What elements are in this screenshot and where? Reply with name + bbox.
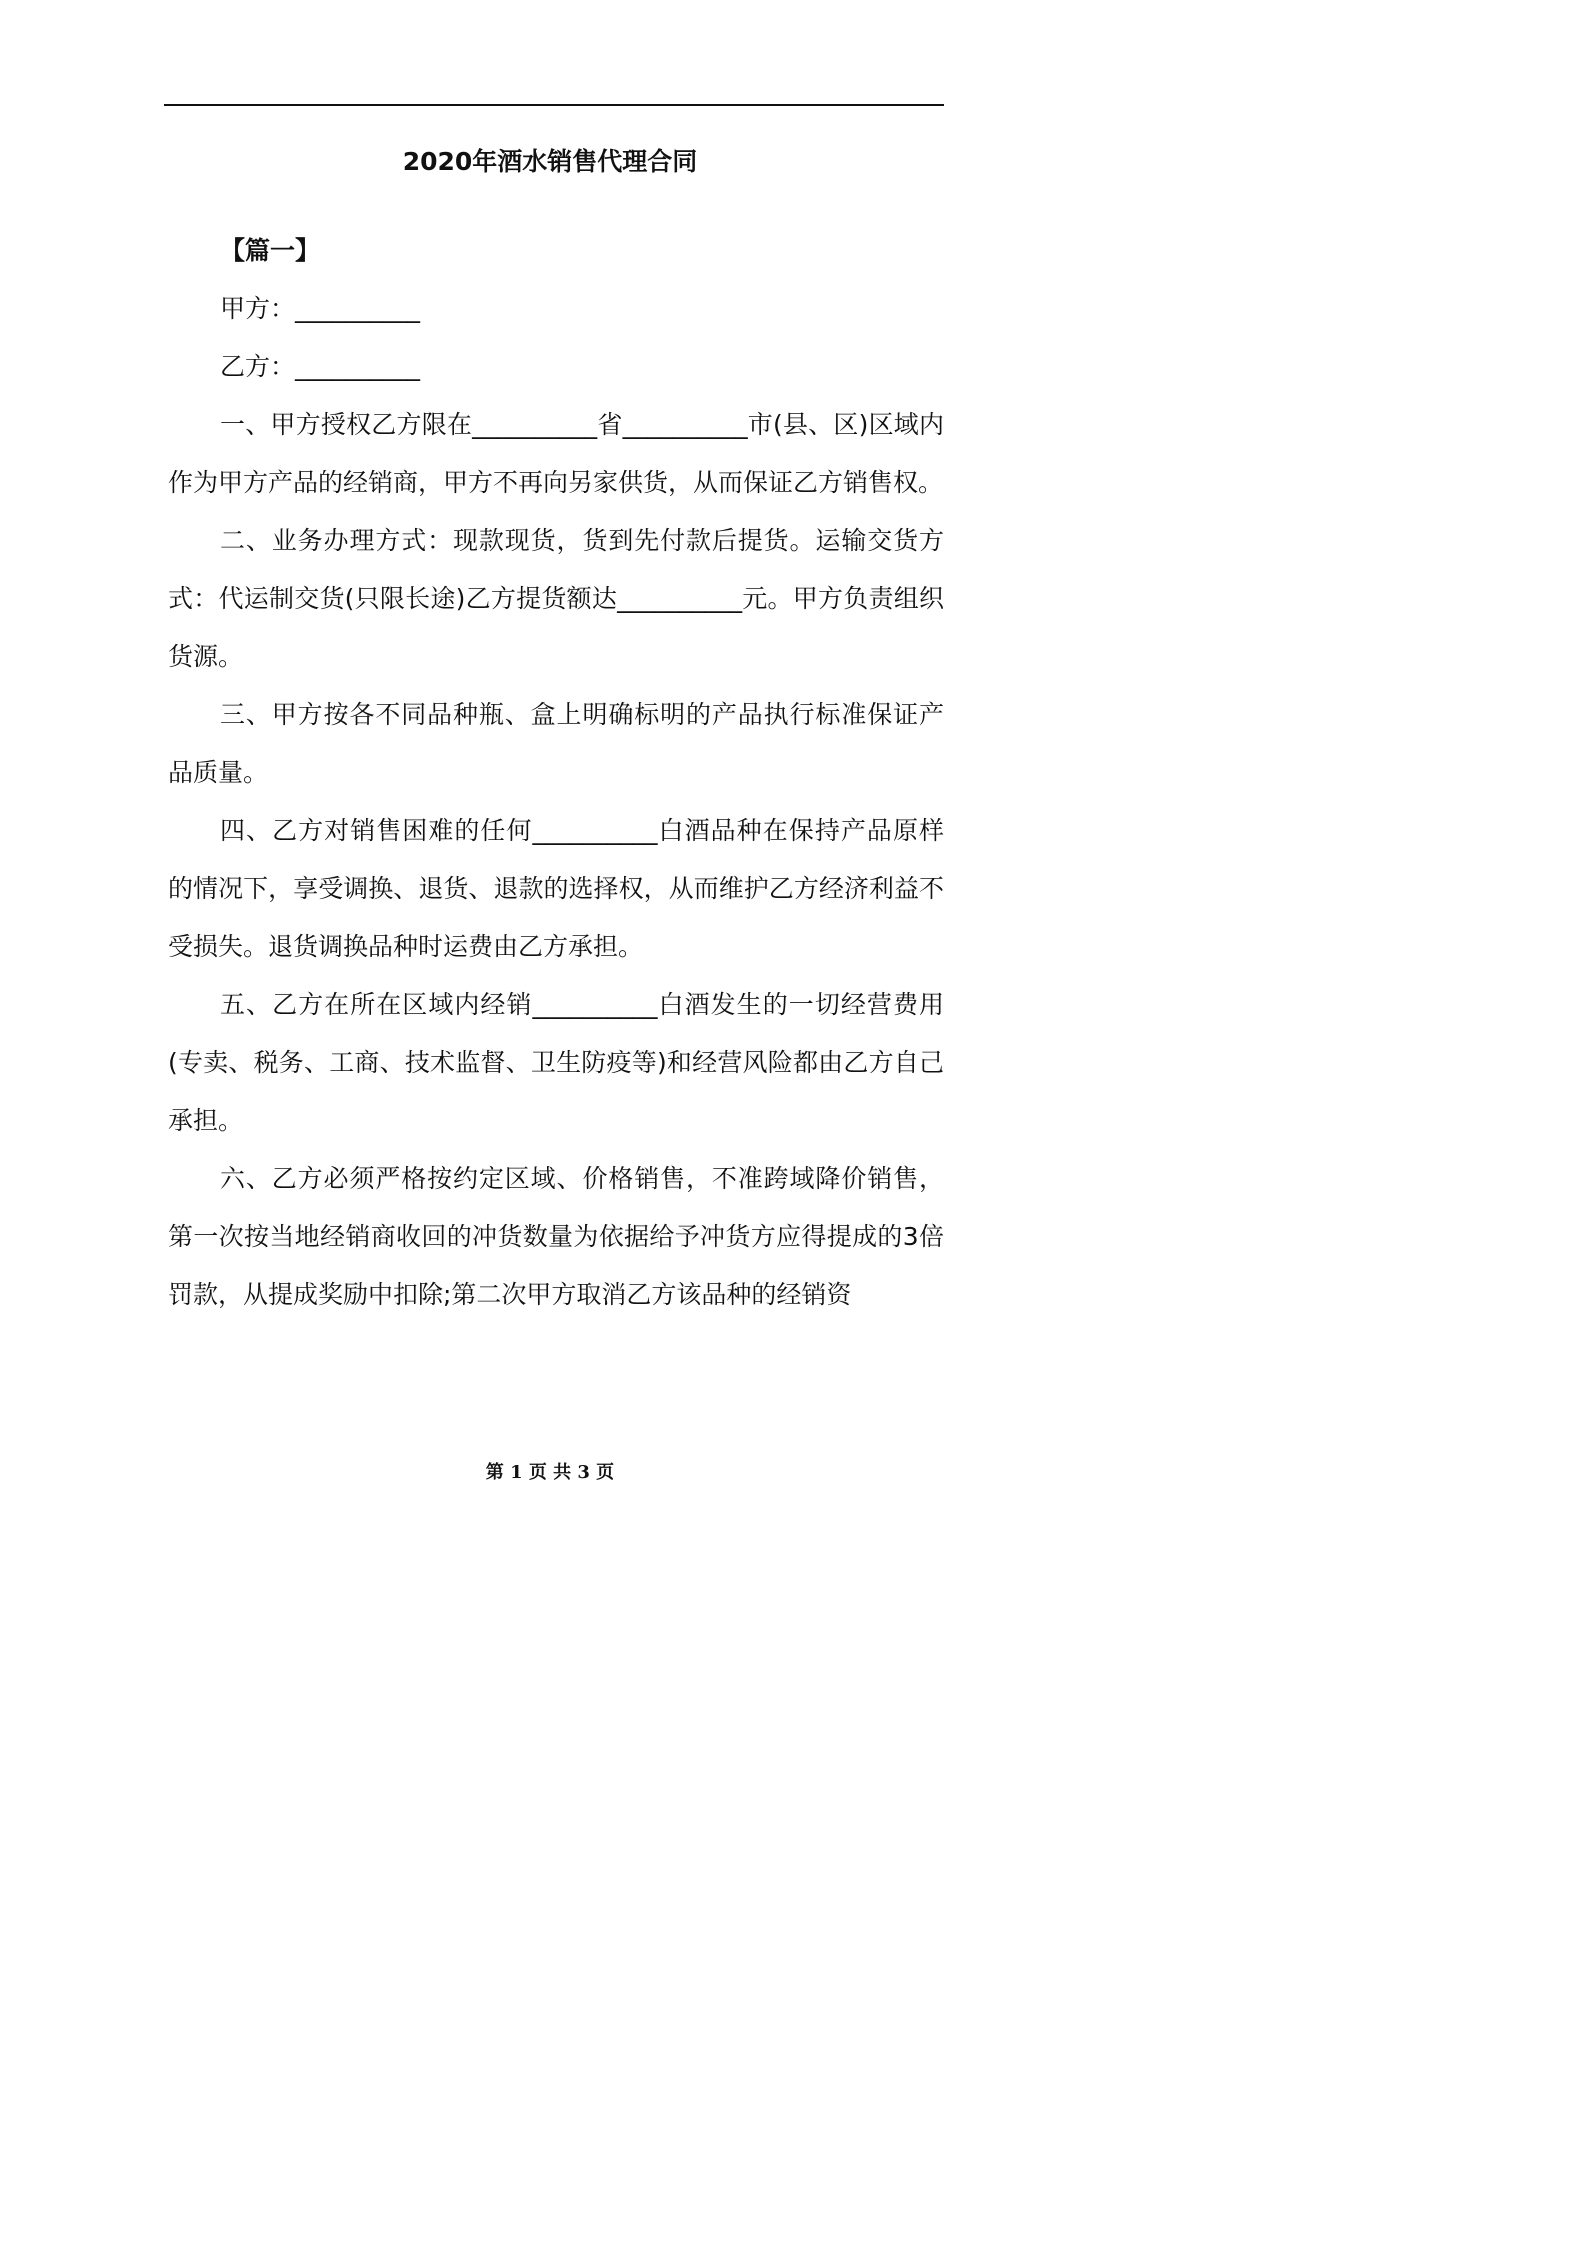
party-b-line: 乙方：__________ — [220, 352, 421, 381]
header-rule — [164, 104, 944, 106]
clause-4: 四、乙方对销售困难的任何__________白酒品种在保持产品原样的情况下，享受调换、退货、退款的选择权，从而维护乙方经济利益不受损失。退货调换品种时运费由乙方承担。 — [168, 816, 944, 961]
clause-2: 二、业务办理方式：现款现货，货到先付款后提货。运输交货方式：代运制交货(只限长途)乙方提货额达__________元。甲方负责组织货源。 — [168, 526, 944, 671]
clause-5: 五、乙方在所在区域内经销__________白酒发生的一切经营费用(专卖、税务、工商、技术监督、卫生防疫等)和经营风险都由乙方自己承担。 — [168, 990, 944, 1135]
page-number: 第 1 页 共 3 页 — [485, 1462, 615, 1483]
section-heading: 【篇一】 — [220, 236, 321, 265]
clause-6: 六、乙方必须严格按约定区域、价格销售，不准跨域降价销售，第一次按当地经销商收回的冲货数量为依据给予冲货方应得提成的3倍罚款，从提成奖励中扣除;第二次甲方取消乙方该品种的经销资 — [168, 1164, 944, 1309]
clause-1: 一、甲方授权乙方限在__________省__________市(县、区)区域内作为甲方产品的经销商，甲方不再向另家供货，从而保证乙方销售权。 — [168, 410, 944, 497]
clause-3: 三、甲方按各不同品种瓶、盒上明确标明的产品执行标准保证产品质量。 — [168, 700, 944, 787]
document-title: 2020年酒水销售代理合同 — [402, 147, 698, 176]
document-body — [168, 222, 944, 1324]
party-a-line: 甲方：__________ — [220, 294, 421, 323]
